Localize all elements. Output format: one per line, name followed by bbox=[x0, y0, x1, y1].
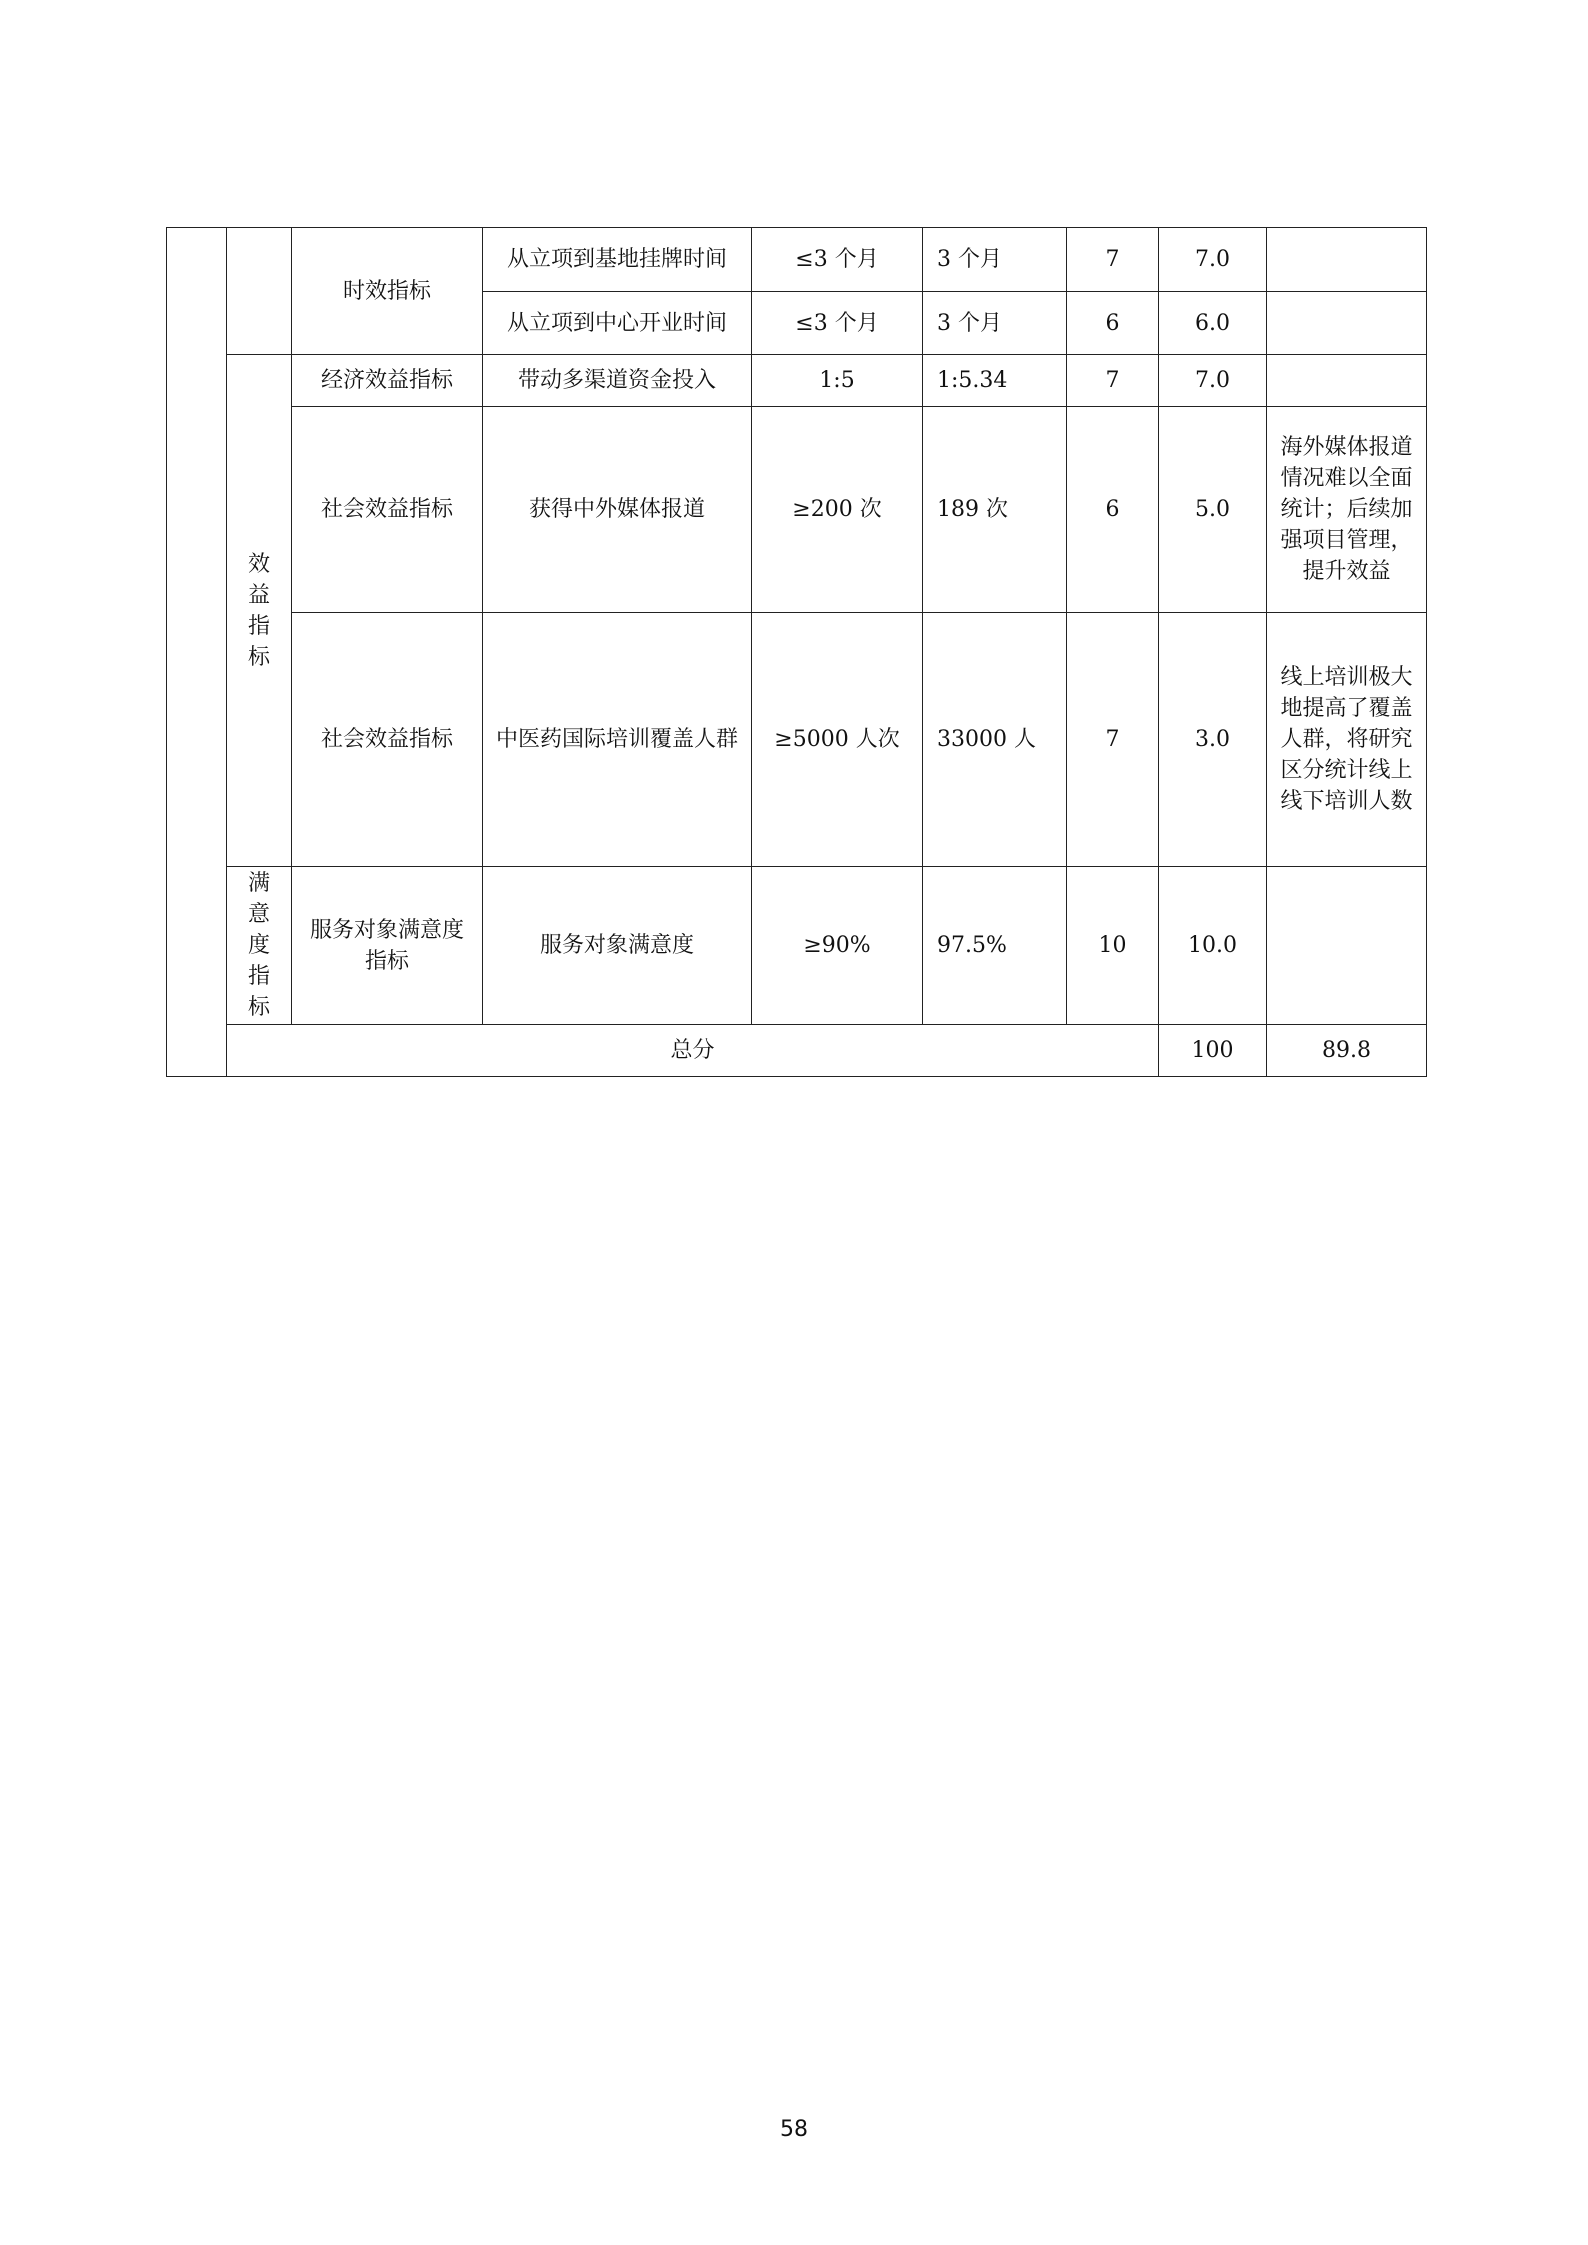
cat2-cell: 满意度指标 bbox=[227, 867, 292, 1025]
indicator-cell: 从立项到中心开业时间 bbox=[483, 292, 752, 355]
score-cell: 6.0 bbox=[1159, 292, 1267, 355]
total-label: 总分 bbox=[227, 1025, 1159, 1077]
cat2-cell: 效益指标 bbox=[227, 355, 292, 867]
target-cell: ≥5000 人次 bbox=[752, 613, 923, 867]
table-row bbox=[167, 355, 1427, 407]
note-cell: 线上培训极大地提高了覆盖人群，将研究区分统计线上线下培训人数 bbox=[1267, 613, 1427, 867]
actual-cell: 189 次 bbox=[923, 407, 1067, 613]
cat3-cell: 时效指标 bbox=[292, 228, 483, 355]
weight-cell: 10 bbox=[1067, 867, 1159, 1025]
indicator-cell: 获得中外媒体报道 bbox=[483, 407, 752, 613]
actual-cell: 3 个月 bbox=[923, 228, 1067, 292]
page-number: 58 bbox=[780, 2117, 808, 2142]
note-cell bbox=[1267, 228, 1427, 292]
cat3-cell: 社会效益指标 bbox=[292, 407, 483, 613]
cat3-cell: 服务对象满意度指标 bbox=[292, 867, 483, 1025]
table-row bbox=[167, 407, 1427, 613]
weight-cell: 6 bbox=[1067, 407, 1159, 613]
score-cell: 7.0 bbox=[1159, 228, 1267, 292]
indicator-cell: 中医药国际培训覆盖人群 bbox=[483, 613, 752, 867]
indicator-cell: 带动多渠道资金投入 bbox=[483, 355, 752, 407]
weight-cell: 7 bbox=[1067, 355, 1159, 407]
weight-cell: 7 bbox=[1067, 228, 1159, 292]
score-cell: 5.0 bbox=[1159, 407, 1267, 613]
target-cell: 1:5 bbox=[752, 355, 923, 407]
indicator-cell: 从立项到基地挂牌时间 bbox=[483, 228, 752, 292]
actual-cell: 3 个月 bbox=[923, 292, 1067, 355]
actual-cell: 1:5.34 bbox=[923, 355, 1067, 407]
table-row bbox=[167, 867, 1427, 1025]
total-weight: 100 bbox=[1159, 1025, 1267, 1077]
target-cell: ≥200 次 bbox=[752, 407, 923, 613]
performance-table bbox=[166, 227, 1427, 1077]
target-cell: ≥90% bbox=[752, 867, 923, 1025]
indicator-cell: 服务对象满意度 bbox=[483, 867, 752, 1025]
weight-cell: 6 bbox=[1067, 292, 1159, 355]
score-cell: 3.0 bbox=[1159, 613, 1267, 867]
note-cell: 海外媒体报道情况难以全面统计；后续加强项目管理，提升效益 bbox=[1267, 407, 1427, 613]
actual-cell: 97.5% bbox=[923, 867, 1067, 1025]
target-cell: ≤3 个月 bbox=[752, 292, 923, 355]
total-row bbox=[167, 1025, 1427, 1077]
target-cell: ≤3 个月 bbox=[752, 228, 923, 292]
total-score: 89.8 bbox=[1267, 1025, 1427, 1077]
note-cell bbox=[1267, 355, 1427, 407]
weight-cell: 7 bbox=[1067, 613, 1159, 867]
actual-cell: 33000 人 bbox=[923, 613, 1067, 867]
score-cell: 10.0 bbox=[1159, 867, 1267, 1025]
score-cell: 7.0 bbox=[1159, 355, 1267, 407]
cat3-cell: 社会效益指标 bbox=[292, 613, 483, 867]
note-cell bbox=[1267, 292, 1427, 355]
note-cell bbox=[1267, 867, 1427, 1025]
table-row bbox=[167, 228, 1427, 292]
cat1-cell bbox=[167, 228, 227, 1077]
cat3-cell: 经济效益指标 bbox=[292, 355, 483, 407]
table-row bbox=[167, 613, 1427, 867]
cat2-cell bbox=[227, 228, 292, 355]
